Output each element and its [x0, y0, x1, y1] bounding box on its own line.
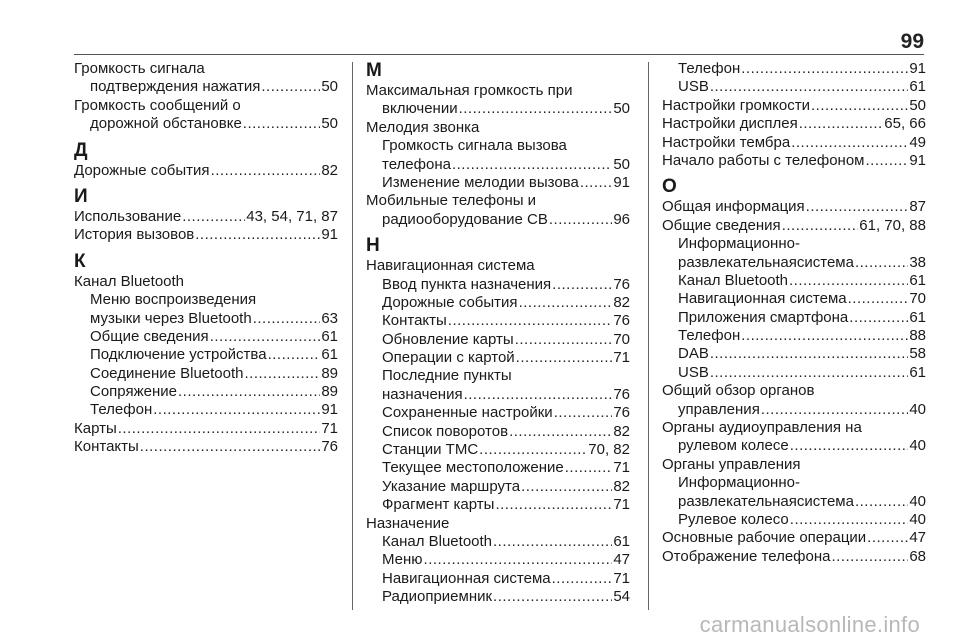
index-entry-text: Радиоприемник [382, 588, 493, 606]
index-entry [74, 438, 338, 456]
leader-dots [509, 423, 612, 441]
index-entry-text: Рулевое колесо [678, 510, 789, 528]
leader-dots [516, 349, 613, 367]
leader-dots [464, 386, 613, 404]
index-page-ref: 70 [909, 290, 926, 308]
index-entry-text: рулевом колесе [678, 437, 789, 455]
leader-dots [552, 570, 613, 588]
index-page-ref: 91 [321, 401, 338, 419]
index-entry-text: Громкость сигнала вызова [382, 137, 567, 155]
index-entry-text: Мобильные телефоны и [366, 192, 537, 210]
index-entry-text: Подключение устройства [90, 346, 267, 364]
index-page-ref: 70 [613, 330, 630, 348]
index-entry [366, 82, 630, 100]
index-page-ref: 54 [613, 588, 630, 606]
index-entry-text: Отображение телефона [662, 547, 831, 565]
index-entry-text: Дорожные события [382, 293, 518, 311]
index-subentry [662, 364, 926, 382]
index-subentry [662, 474, 926, 492]
index-entry-text: радиооборудование CB [382, 210, 548, 228]
index-subentry [366, 551, 630, 569]
index-entry-text: Операции с картой [382, 349, 515, 367]
index-subentry [366, 137, 630, 155]
index-entry [74, 273, 338, 291]
leader-dots [495, 496, 612, 514]
index-subentry [366, 349, 630, 367]
index-page-ref: 91 [321, 226, 338, 244]
index-subentry [74, 346, 338, 364]
index-subentry [366, 478, 630, 496]
index-entry-text: Сопряжение [90, 383, 177, 401]
index-subentry [662, 511, 926, 529]
index-page-ref: 50 [613, 100, 630, 118]
index-page-ref: 71 [613, 349, 630, 367]
leader-dots [554, 404, 613, 422]
index-subentry [366, 533, 630, 551]
index-page-ref: 47 [909, 529, 926, 547]
leader-dots [811, 97, 908, 115]
leader-dots [855, 254, 908, 272]
index-entry-text: Список поворотов [382, 422, 509, 440]
index-page-ref: 38 [909, 253, 926, 271]
index-entry-text: История вызовов [74, 226, 195, 244]
index-page-ref: 40 [909, 400, 926, 418]
index-page-ref: 88 [909, 327, 926, 345]
index-entry-text: Использование [74, 207, 182, 225]
index-entry-text: Канал Bluetooth [74, 272, 185, 290]
index-entry-text: DAB [678, 345, 709, 363]
index-entry-text: развлекательнаясистема [678, 492, 854, 510]
leader-dots [789, 272, 908, 290]
index-entry-text: Контакты [74, 438, 139, 456]
index-page-ref: 71 [613, 569, 630, 587]
index-subentry [366, 156, 630, 174]
index-entry-text: Телефон [90, 401, 153, 419]
index-page-ref: 71 [613, 496, 630, 514]
index-entry-text: Общие сведения [662, 216, 781, 234]
index-entry [366, 119, 630, 137]
index-page-ref: 71 [321, 419, 338, 437]
header-rule [74, 54, 924, 55]
index-subentry [366, 423, 630, 441]
index-subentry [74, 310, 338, 328]
index-subentry [74, 365, 338, 383]
index-page-ref: 70, 82 [588, 441, 630, 459]
leader-dots [261, 78, 320, 96]
leader-dots [153, 401, 320, 419]
index-entry-text: Карты [74, 419, 117, 437]
leader-dots [521, 478, 612, 496]
leader-dots [832, 548, 909, 566]
page-number: 99 [900, 30, 924, 53]
leader-dots [178, 383, 320, 401]
index-entry-text: музыки через Bluetooth [90, 309, 252, 327]
index-entry-text: Максимальная громкость при [366, 82, 573, 99]
index-subentry [366, 276, 630, 294]
leader-dots [515, 331, 613, 349]
leader-dots [799, 115, 884, 133]
index-entry-text: Назначение [366, 514, 450, 532]
leader-dots [245, 365, 321, 383]
index-page-ref: 89 [321, 364, 338, 382]
index-page-ref: 50 [321, 78, 338, 96]
index-entry-text: Органы управления [662, 455, 801, 473]
index-subentry [74, 383, 338, 401]
index-entry-text: Последние пункты [382, 367, 512, 385]
leader-dots [710, 364, 908, 382]
watermark: carmanualsonline.info [699, 612, 920, 637]
leader-dots [761, 401, 909, 419]
leader-dots [424, 551, 613, 569]
index-page-ref: 87 [909, 198, 926, 216]
index-entry [662, 382, 926, 400]
index-page-ref: 82 [613, 477, 630, 495]
index-page-ref: 61 [909, 271, 926, 289]
index-subentry [662, 327, 926, 345]
index-page-ref: 65, 66 [884, 115, 926, 133]
leader-dots [865, 152, 908, 170]
index-page-ref: 71 [613, 459, 630, 477]
index-subentry [366, 312, 630, 330]
index-section-letter: И [74, 185, 88, 207]
index-page-ref: 82 [613, 422, 630, 440]
index-page-ref: 61 [321, 346, 338, 364]
index-page-ref: 61 [909, 78, 926, 96]
index-subentry [662, 235, 926, 253]
leader-dots [182, 208, 245, 226]
leader-dots [782, 217, 859, 235]
index-page-ref: 43, 54, 71, 87 [246, 207, 338, 225]
index-entry [662, 134, 926, 152]
leader-dots [195, 226, 320, 244]
index-subentry [366, 100, 630, 118]
index-subentry [662, 290, 926, 308]
index-page-ref: 61 [909, 308, 926, 326]
index-entry [662, 456, 926, 474]
index-entry-text: Меню [382, 551, 423, 569]
index-column-3 [662, 60, 926, 566]
index-page-ref: 91 [909, 60, 926, 77]
index-page-ref: 76 [613, 275, 630, 293]
leader-dots [493, 588, 612, 606]
leader-dots [479, 441, 587, 459]
leader-dots [855, 493, 908, 511]
index-subentry [366, 588, 630, 606]
index-page-ref: 50 [613, 155, 630, 173]
leader-dots [459, 100, 613, 118]
index-entry [662, 97, 926, 115]
index-page-ref: 76 [613, 385, 630, 403]
index-entry-text: USB [678, 363, 709, 381]
index-section-letter: Н [366, 235, 380, 257]
leader-dots [448, 312, 613, 330]
index-page-ref: 61, 70, 88 [859, 216, 926, 234]
index-subentry [662, 345, 926, 363]
index-section-letter: О [662, 176, 677, 198]
index-page-ref: 96 [613, 210, 630, 228]
index-subentry [662, 309, 926, 327]
index-page-ref: 82 [613, 293, 630, 311]
leader-dots [790, 437, 909, 455]
index-entry [74, 208, 338, 226]
index-page-ref: 50 [321, 115, 338, 133]
index-entry-text: Громкость сообщений о [74, 96, 241, 114]
index-subentry [366, 459, 630, 477]
index-column-1 [74, 60, 338, 457]
index-entry-text: Соединение Bluetooth [90, 364, 244, 382]
index-entry [366, 515, 630, 533]
leader-dots [552, 276, 612, 294]
leader-dots [210, 328, 321, 346]
leader-dots [452, 156, 612, 174]
leader-dots [867, 529, 908, 547]
leader-dots [519, 294, 613, 312]
index-entry-text: Настройки тембра [662, 133, 791, 151]
index-entry-text: Общие сведения [90, 327, 209, 345]
index-page-ref: 40 [909, 492, 926, 510]
index-subentry [662, 401, 926, 419]
index-entry-text: Общая информация [662, 198, 805, 216]
leader-dots [253, 310, 321, 328]
index-entry-text: Навигационная система [382, 569, 551, 587]
index-entry-text: Фрагмент карты [382, 496, 495, 514]
index-subentry [366, 386, 630, 404]
index-entry [74, 226, 338, 244]
leader-dots [790, 511, 909, 529]
index-entry [74, 97, 338, 115]
index-section-letter: Д [74, 139, 88, 161]
index-page-ref: 61 [613, 532, 630, 550]
index-entry-text: подтверждения нажатия [90, 78, 261, 96]
column-divider [352, 62, 353, 610]
leader-dots [710, 345, 908, 363]
index-entry-text: Сохраненные настройки [382, 404, 553, 422]
index-subentry [366, 211, 630, 229]
leader-dots [565, 459, 613, 477]
index-entry [366, 257, 630, 275]
index-entry-text: Основные рабочие операции [662, 529, 867, 547]
index-entry [74, 162, 338, 180]
index-page-ref: 63 [321, 309, 338, 327]
leader-dots [493, 533, 612, 551]
index-page-ref: 76 [613, 404, 630, 422]
index-entry-text: назначения [382, 385, 463, 403]
index-entry [662, 419, 926, 437]
index-subentry [366, 367, 630, 385]
index-subentry [662, 60, 926, 78]
index-page-ref: 47 [613, 551, 630, 569]
index-subentry [366, 174, 630, 192]
index-subentry [366, 331, 630, 349]
index-entry [662, 529, 926, 547]
index-subentry [366, 404, 630, 422]
index-entry [74, 60, 338, 78]
index-entry-text: Приложения смартфона [678, 308, 849, 326]
index-entry-text: включении [382, 100, 458, 118]
index-entry-text: Контакты [382, 312, 447, 330]
index-subentry [366, 496, 630, 514]
leader-dots [741, 327, 908, 345]
index-entry-text: Телефон [678, 327, 741, 345]
index-subentry [662, 254, 926, 272]
index-page-ref: 76 [613, 312, 630, 330]
leader-dots [580, 174, 612, 192]
index-section-letter: К [74, 250, 86, 272]
index-entry-text: Меню воспроизведения [90, 291, 257, 309]
leader-dots [549, 211, 612, 229]
index-entry-text: Информационно- [678, 474, 800, 492]
index-page-ref: 68 [909, 547, 926, 565]
index-entry-text: Навигационная система [678, 290, 847, 308]
index-entry [366, 192, 630, 210]
index-entry-text: Станции TMC [382, 441, 479, 459]
index-entry-text: развлекательнаясистема [678, 253, 854, 271]
index-entry-text: Начало работы с телефоном [662, 151, 865, 169]
index-subentry [74, 328, 338, 346]
index-entry-text: Навигационная система [366, 257, 535, 275]
index-entry-text: Общий обзор органов [662, 382, 815, 400]
leader-dots [710, 78, 908, 96]
index-entry [662, 217, 926, 235]
leader-dots [806, 198, 909, 216]
index-section-letter: М [366, 60, 382, 81]
index-subentry [366, 441, 630, 459]
index-page-ref: 40 [909, 437, 926, 455]
leader-dots [268, 346, 321, 364]
index-subentry [366, 570, 630, 588]
index-entry [662, 115, 926, 133]
index-entry [662, 152, 926, 170]
leader-dots [849, 309, 908, 327]
index-entry-text: Обновление карты [382, 330, 514, 348]
index-entry-text: Настройки громкости [662, 96, 811, 114]
leader-dots [848, 290, 909, 308]
index-entry-text: Информационно- [678, 235, 800, 253]
index-entry-text: управления [678, 400, 760, 418]
index-subentry [662, 437, 926, 455]
index-subentry [662, 78, 926, 96]
index-entry-text: телефона [382, 155, 451, 173]
index-entry-text: Настройки дисплея [662, 115, 798, 133]
index-entry [662, 198, 926, 216]
index-entry-text: Канал Bluetooth [382, 532, 493, 550]
leader-dots [211, 162, 321, 180]
index-page-ref: 61 [909, 363, 926, 381]
index-subentry [74, 78, 338, 96]
index-entry-text: Текущее местоположение [382, 459, 564, 477]
leader-dots [140, 438, 321, 456]
index-page-ref: 89 [321, 383, 338, 401]
leader-dots [791, 134, 908, 152]
index-subentry [74, 291, 338, 309]
index-entry-text: Дорожные события [74, 161, 210, 179]
index-page-ref: 49 [909, 133, 926, 151]
index-subentry [366, 294, 630, 312]
index-subentry [74, 115, 338, 133]
index-column-2 [366, 60, 630, 607]
column-divider [648, 62, 649, 610]
index-page-ref: 82 [321, 161, 338, 179]
index-page-ref: 50 [909, 96, 926, 114]
index-page-ref: 91 [909, 151, 926, 169]
index-page-ref: 40 [909, 510, 926, 528]
index-entry [74, 420, 338, 438]
index-entry [662, 548, 926, 566]
index-entry-text: Указание маршрута [382, 477, 521, 495]
index-page-ref: 76 [321, 438, 338, 456]
index-page-ref: 58 [909, 345, 926, 363]
index-entry-text: Изменение мелодии вызова [382, 173, 579, 191]
index-subentry [662, 493, 926, 511]
index-subentry [74, 401, 338, 419]
index-entry-text: дорожной обстановке [90, 115, 242, 133]
index-subentry [662, 272, 926, 290]
index-entry-text: Телефон [678, 60, 741, 77]
index-page-ref: 61 [321, 327, 338, 345]
leader-dots [118, 420, 321, 438]
index-entry-text: Канал Bluetooth [678, 271, 789, 289]
index-entry-text: USB [678, 78, 709, 96]
index-entry-text: Органы аудиоуправления на [662, 419, 862, 437]
index-page-ref: 91 [613, 173, 630, 191]
index-entry-text: Громкость сигнала [74, 60, 205, 77]
index-entry-text: Ввод пункта назначения [382, 275, 552, 293]
leader-dots [243, 115, 321, 133]
index-entry-text: Мелодия звонка [366, 118, 480, 136]
leader-dots [741, 60, 908, 78]
